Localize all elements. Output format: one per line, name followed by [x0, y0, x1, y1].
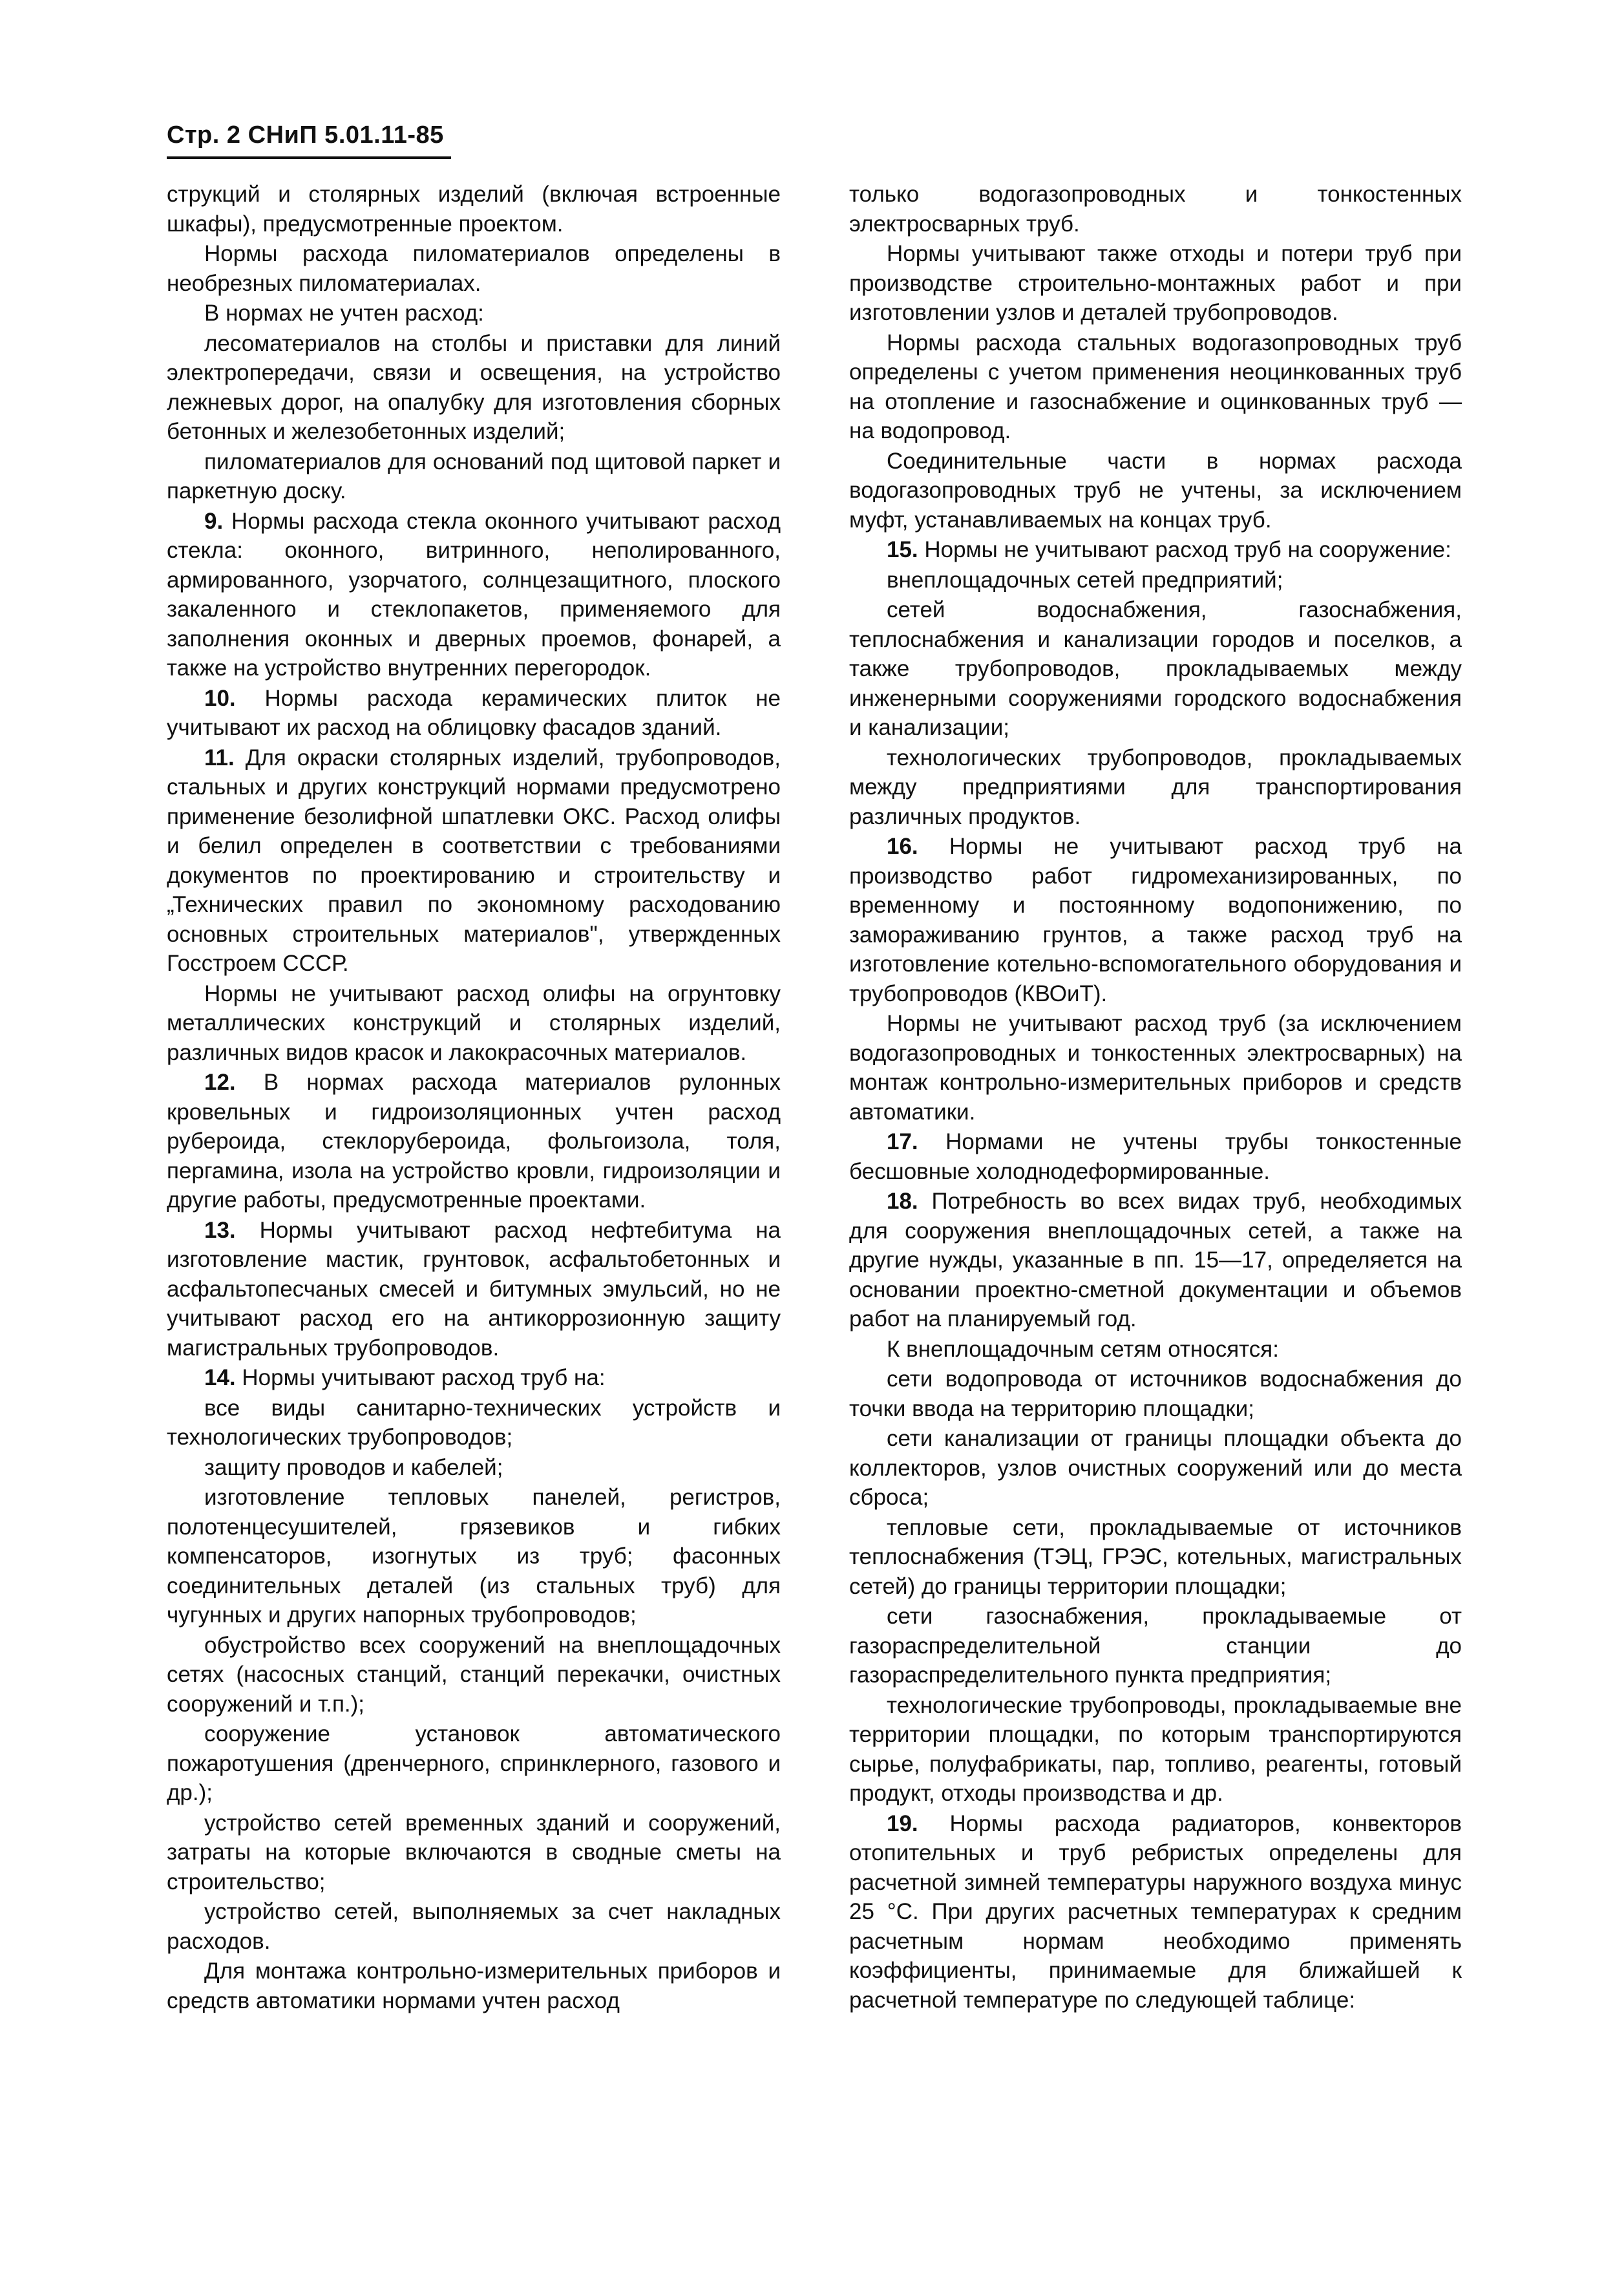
paragraph-text: тепловые сети, прокладываемые от источников теплоснабжения (ТЭЦ, ГРЭС, котельных, магистральных сетей) до границы территории площадки;	[849, 1514, 1462, 1599]
paragraph	[167, 239, 781, 298]
clause-number: 19.	[887, 1810, 918, 1836]
paragraph	[849, 1009, 1462, 1127]
paragraph	[849, 535, 1462, 565]
paragraph	[167, 979, 781, 1068]
clause-number: 10.	[204, 685, 236, 711]
paragraph-text: струкций и столярных изделий (включая встроенные шкафы), предусмотренные проектом.	[167, 182, 781, 237]
paragraph	[167, 1363, 781, 1393]
paragraph-text: Нормы не учитывают расход труб на сооружение:	[924, 537, 1451, 562]
page-header: Стр. 2 СНиП 5.01.11-85	[167, 122, 444, 149]
paragraph-text: сети газоснабжения, прокладываемые от газораспределительной станции до газораспределительного пункта предприятия;	[849, 1604, 1462, 1688]
clause-number: 12.	[204, 1070, 236, 1095]
paragraph-text: сетей водоснабжения, газоснабжения, теплоснабжения и канализации городов и поселков, а также трубопроводов, прокладываемых между инженерными сооружениями городского водоснабжения и канализации;	[849, 597, 1462, 740]
paragraph-text: защиту проводов и кабелей;	[204, 1454, 503, 1480]
paragraph	[849, 239, 1462, 328]
paragraph-text: Для окраски столярных изделий, трубопроводов, стальных и других конструкций нормами предусмотрено применение безолифной шпатлевки ОКС. Расход олифы и белил определен в соответствии с требованиями документов по проектированию и строительству и „Технических правил по экономному расходованию основных строительных материалов", утвержденных Госстроем СССР.	[167, 745, 781, 976]
paragraph	[849, 1187, 1462, 1334]
right-column	[849, 180, 1462, 2015]
paragraph	[167, 743, 781, 979]
paragraph	[849, 1364, 1462, 1423]
paragraph-text: Нормы учитывают также отходы и потери труб при производстве строительно-монтажных работ и при изготовлении узлов и деталей трубопроводов.	[849, 241, 1462, 325]
paragraph-text: Нормы не учитывают расход труб (за исключением водогазопроводных и тонкостенных электросварных) на монтаж контрольно-измерительных приборов и средств автоматики.	[849, 1011, 1462, 1125]
paragraph-text: Соединительные части в нормах расхода водогазопроводных труб не учтены, за исключением муфт, устанавливаемых на концах труб.	[849, 448, 1462, 533]
paragraph	[849, 1809, 1462, 2015]
paragraph-text: Для монтажа контрольно-измерительных приборов и средств автоматики нормами учтен расход	[167, 1958, 781, 2013]
clause-number: 11.	[204, 745, 235, 770]
paragraph-text: обустройство всех сооружений на внеплощадочных сетях (насосных станций, станций перекачки, очистных сооружений и т.п.);	[167, 1632, 781, 1717]
paragraph	[849, 743, 1462, 832]
clause-number: 14.	[204, 1365, 236, 1390]
paragraph-text: сети канализации от границы площадки объекта до коллекторов, узлов очистных сооружений или до места сброса;	[849, 1426, 1462, 1510]
paragraph	[167, 447, 781, 506]
paragraph-text: устройство сетей, выполняемых за счет накладных расходов.	[167, 1899, 781, 1954]
clause-number: 13.	[204, 1217, 236, 1243]
paragraph	[167, 1483, 781, 1630]
paragraph	[849, 1691, 1462, 1809]
paragraph-text: устройство сетей временных зданий и сооружений, затраты на которые включаются в сводные сметы на строительство;	[167, 1810, 781, 1894]
paragraph-text: Нормы не учитывают расход олифы на огрунтовку металлических конструкций и столярных изделий, различных видов красок и лакокрасочных материалов.	[167, 981, 781, 1065]
paragraph	[849, 1602, 1462, 1690]
paragraph-text: лесоматериалов на столбы и приставки для линий электропередачи, связи и освещения, на устройство лежневых дорог, на опалубку для изготовления сборных бетонных и железобетонных изделий;	[167, 330, 781, 444]
paragraph	[849, 447, 1462, 535]
clause-number: 18.	[887, 1189, 918, 1214]
paragraph-text: технологических трубопроводов, прокладываемых между предприятиями для транспортирования различных продуктов.	[849, 745, 1462, 829]
paragraph-text: В нормах расхода материалов рулонных кровельных и гидроизоляционных учтен расход рубероида, стеклорубероида, фольгоизола, толя, пергамина, изола на устройство кровли, гидроизоляции и другие работы, предусмотренные проектами.	[167, 1070, 781, 1213]
paragraph	[167, 299, 781, 328]
paragraph	[167, 1068, 781, 1215]
paragraph-text: только водогазопроводных и тонкостенных электросварных труб.	[849, 182, 1462, 237]
paragraph	[167, 180, 781, 239]
clause-number: 15.	[887, 537, 918, 562]
paragraph	[167, 1453, 781, 1483]
paragraph	[167, 1957, 781, 2015]
paragraph	[167, 507, 781, 683]
paragraph	[849, 595, 1462, 743]
paragraph-text: Нормы учитывают расход нефтебитума на изготовление мастик, грунтовок, асфальтобетонных и асфальтопесчаных смесей и битумных эмульсий, но не учитывают расход его на антикоррозионную защиту магистральных трубопроводов.	[167, 1217, 781, 1361]
paragraph-text: пиломатериалов для оснований под щитовой паркет и паркетную доску.	[167, 449, 781, 504]
paragraph	[849, 1335, 1462, 1364]
paragraph-text: Нормы расхода радиаторов, конвекторов отопительных и труб ребристых определены для расчетной зимней температуры наружного воздуха минус 25 °С. При других расчетных температурах к средним расчетным нормам необходимо применять коэффициенты, принимаемые для ближайшей к расчетной температуре по следующей таблице:	[849, 1810, 1462, 2013]
paragraph	[167, 1897, 781, 1956]
paragraph	[849, 328, 1462, 446]
paragraph-text: В нормах не учтен расход:	[204, 301, 484, 326]
paragraph	[167, 1216, 781, 1363]
paragraph-text: технологические трубопроводы, прокладываемые вне территории площадки, по которым транспортируются сырье, полуфабрикаты, пар, топливо, реагенты, готовый продукт, отходы производства и др.	[849, 1692, 1462, 1806]
paragraph	[849, 832, 1462, 1008]
paragraph-text: К внеплощадочным сетям относятся:	[887, 1336, 1279, 1362]
paragraph	[849, 1127, 1462, 1186]
paragraph	[167, 329, 781, 447]
paragraph	[167, 1394, 781, 1452]
paragraph	[167, 1809, 781, 1897]
paragraph	[849, 1513, 1462, 1602]
paragraph-text: Потребность во всех видах труб, необходимых для сооружения внеплощадочных сетей, а также на другие нужды, указанные в пп. 15—17, определяется на основании проектно-сметной документации и объемов работ на планируемый год.	[849, 1189, 1462, 1331]
paragraph-text: Нормы учитывают расход труб на:	[242, 1365, 606, 1390]
paragraph-text: Нормы расхода стекла оконного учитывают расход стекла: оконного, витринного, неполированного, армированного, узорчатого, солнцезащитного, плоского закаленного и стеклопакетов, применяемого для заполнения оконных и дверных проемов, фонарей, а также на устройство внутренних перегородок.	[167, 508, 781, 681]
paragraph	[167, 1631, 781, 1719]
paragraph-text: все виды санитарно-технических устройств и технологических трубопроводов;	[167, 1395, 781, 1450]
paragraph-text: внеплощадочных сетей предприятий;	[887, 567, 1283, 593]
paragraph	[849, 566, 1462, 595]
header-rule	[167, 156, 451, 159]
paragraph-text: Нормы расхода стальных водогазопроводных труб определены с учетом применения неоцинкованных труб на отопление и газоснабжение и оцинкованных труб — на водопровод.	[849, 330, 1462, 443]
paragraph-text: Нормами не учтены трубы тонкостенные бесшовные холоднодеформированные.	[849, 1129, 1462, 1184]
paragraph	[167, 1719, 781, 1808]
paragraph-text: изготовление тепловых панелей, регистров, полотенцесушителей, грязевиков и гибких компенсаторов, изогнутых из труб; фасонных соединительных деталей (из стальных труб) для чугунных и других напорных трубопроводов;	[167, 1485, 781, 1628]
paragraph	[849, 180, 1462, 239]
left-column	[167, 180, 781, 2016]
paragraph-text: Нормы не учитывают расход труб на производство работ гидромеханизированных, по временному и постоянному водопонижению, по замораживанию грунтов, а также расход труб на изготовление котельно-вспомогательного оборудования и трубопроводов (КВОиТ).	[849, 834, 1462, 1006]
paragraph	[167, 684, 781, 743]
paragraph	[849, 1424, 1462, 1512]
clause-number: 17.	[887, 1129, 918, 1154]
paragraph-text: сооружение установок автоматического пожаротушения (дренчерного, спринклерного, газового и др.);	[167, 1721, 781, 1805]
clause-number: 9.	[204, 508, 224, 534]
paragraph-text: сети водопровода от источников водоснабжения до точки ввода на территорию площадки;	[849, 1366, 1462, 1421]
paragraph-text: Нормы расхода пиломатериалов определены в необрезных пиломатериалах.	[167, 241, 781, 296]
paragraph-text: Нормы расхода керамических плиток не учитывают их расход на облицовку фасадов зданий.	[167, 685, 781, 740]
clause-number: 16.	[887, 834, 918, 859]
